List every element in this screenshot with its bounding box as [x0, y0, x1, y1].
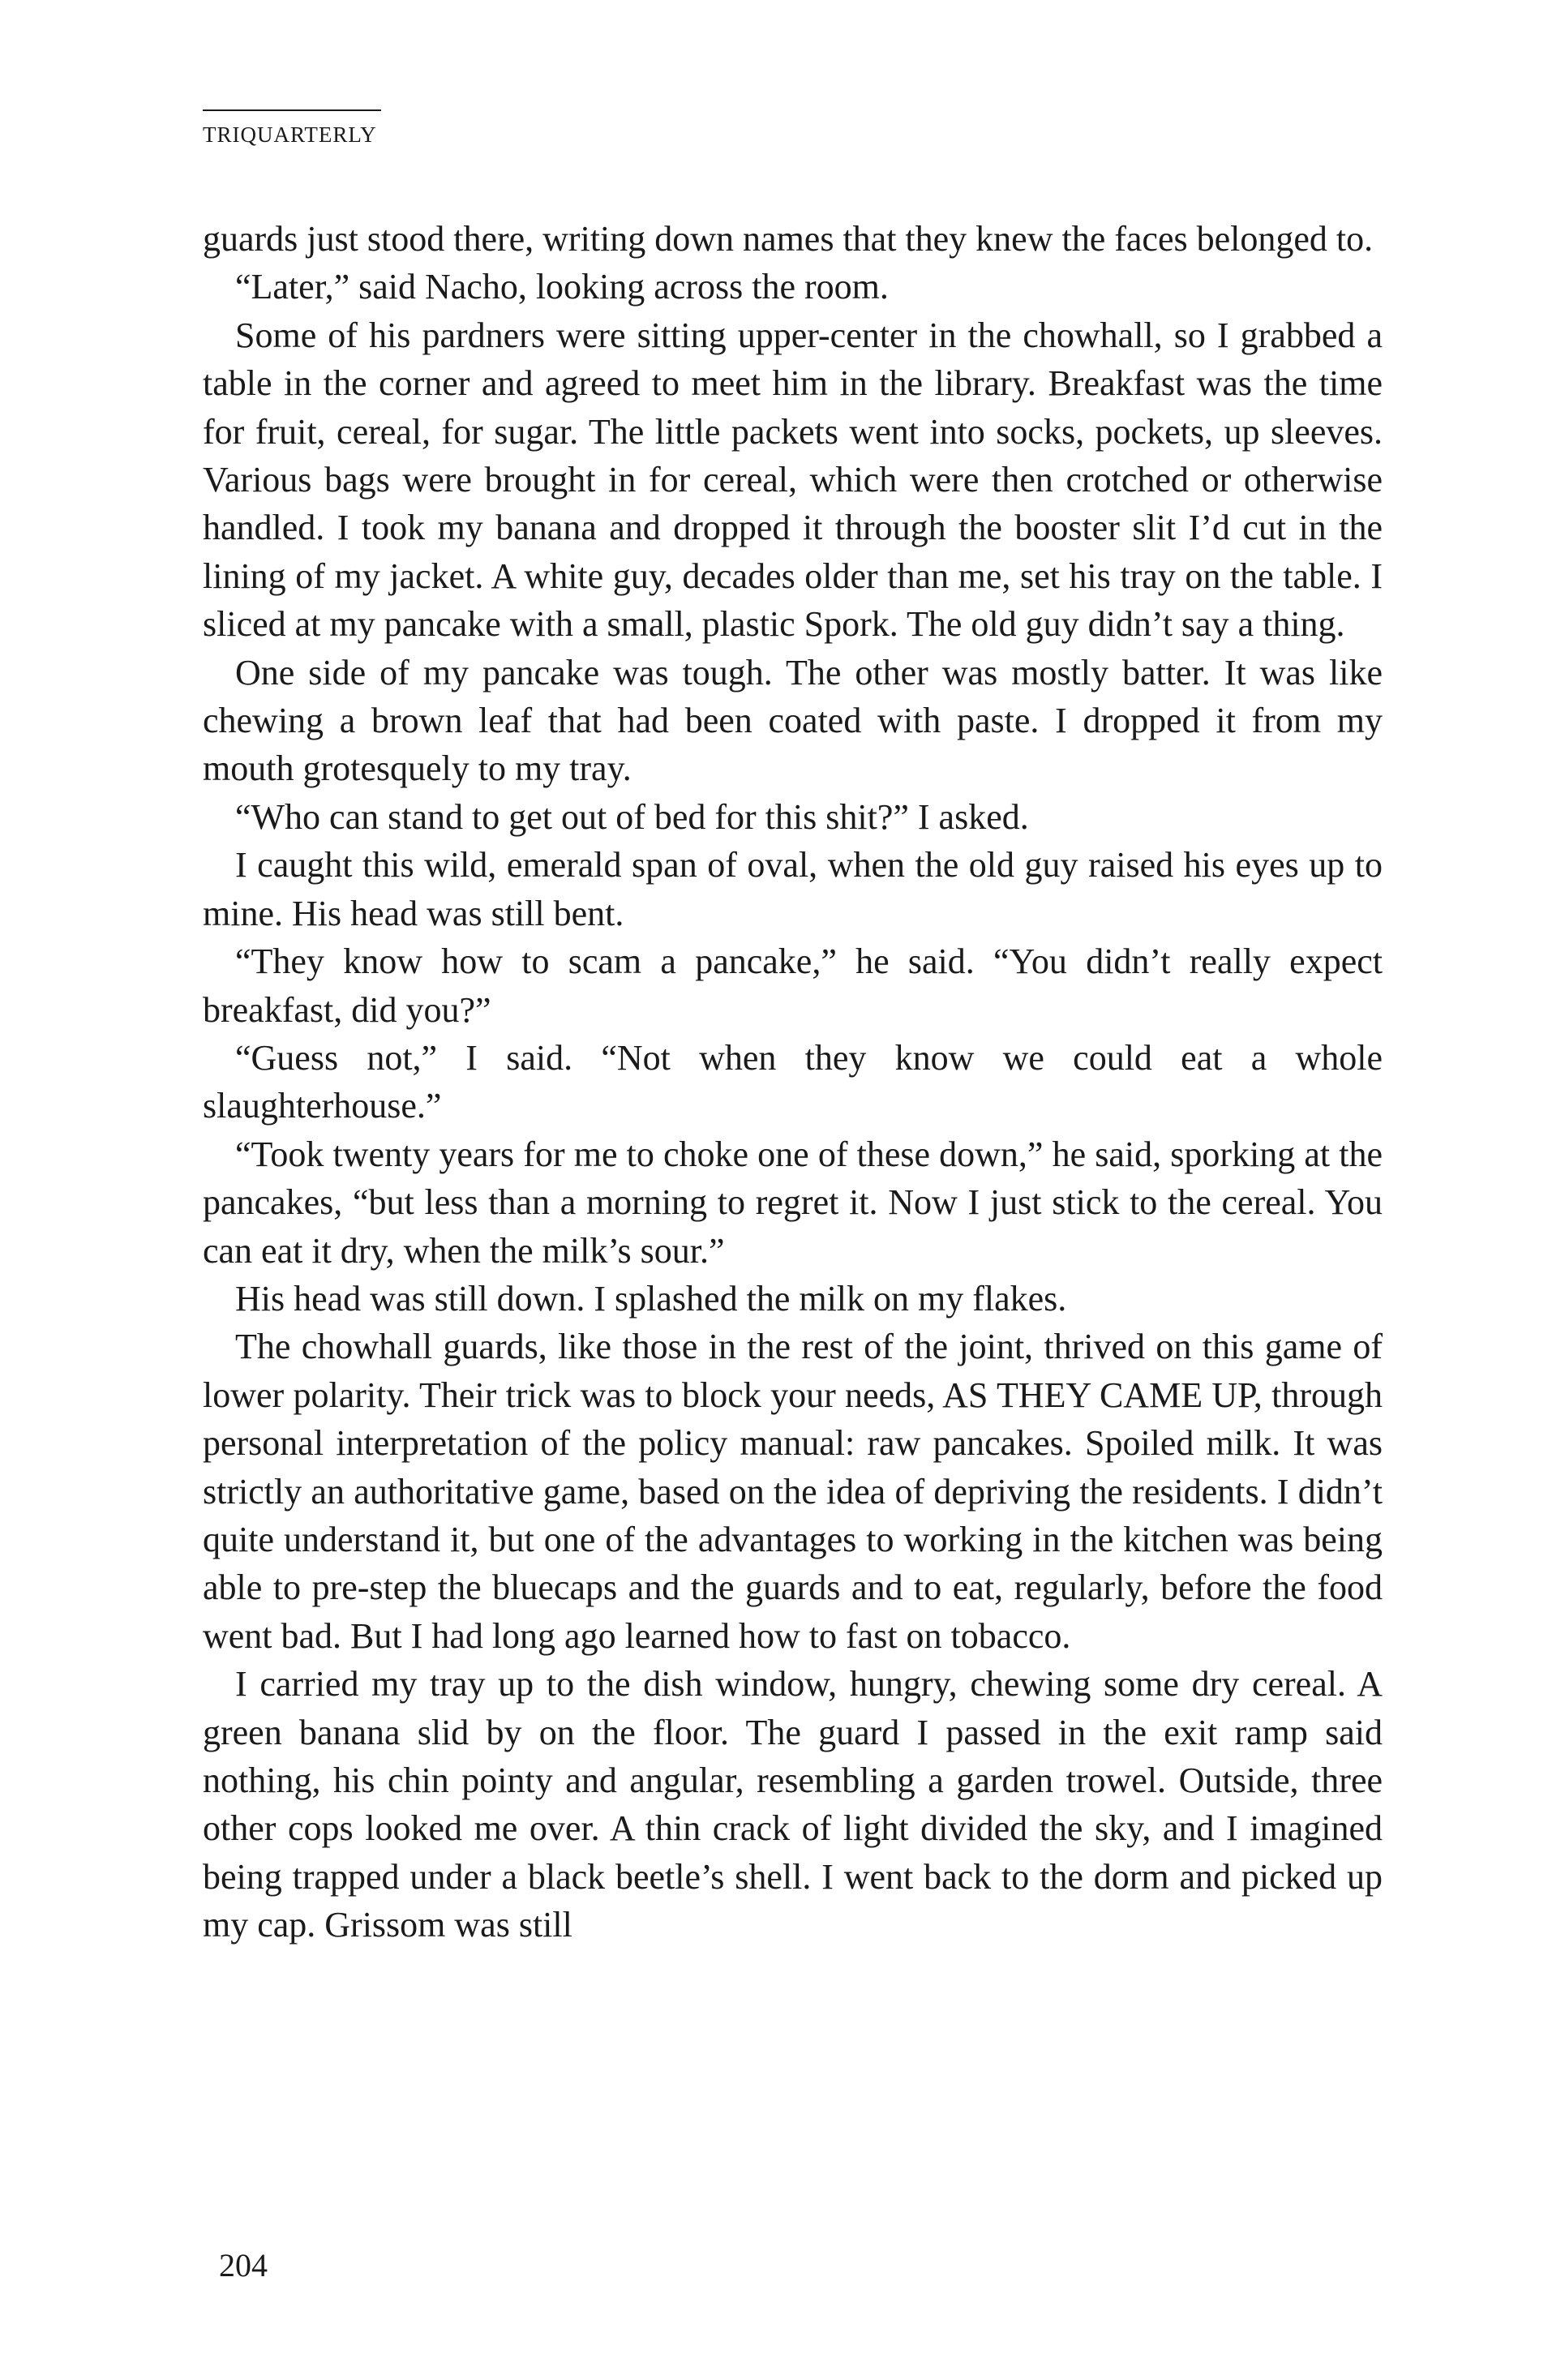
paragraph: “Guess not,” I said. “Not when they know we could eat a whole slaughterhouse.” [203, 1037, 1383, 1126]
paragraph: guards just stood there, writing down names that they knew the faces belonged to. [203, 219, 1374, 259]
paragraph: The chowhall guards, like those in the rest of the joint, thrived on this game of lower polarity. Their trick was to block your needs, AS THEY CAME UP, through personal interpretation of the policy manual: raw pancakes. Spoiled milk. It was strictly an authoritative game, based on the idea of depriving the residents. I didn’t quite understand it, but one of the advantages to working in the kitchen was being able to pre-step the bluecaps and the guards and to eat, regularly, before the food went bad. But I had long ago learned how to fast on tobacco. [203, 1327, 1383, 1656]
page-number: 204 [219, 2247, 268, 2284]
paragraph: One side of my pancake was tough. The other was mostly batter. It was like chewing a brown leaf that had been coated with paste. I dropped it from my mouth grotesquely to my tray. [203, 652, 1383, 789]
paragraph: “They know how to scam a pancake,” he said. “You didn’t really expect breakfast, did you?” [203, 941, 1383, 1030]
paragraph: “Who can stand to get out of bed for this shit?” I asked. [235, 796, 1029, 837]
paragraph: “Later,” said Nacho, looking across the room. [235, 267, 889, 307]
paragraph: I caught this wild, emerald span of oval, when the old guy raised his eyes up to mine. His head was still bent. [203, 845, 1383, 933]
paragraph: His head was still down. I splashed the milk on my flakes. [235, 1278, 1067, 1319]
paragraph: I carried my tray up to the dish window, hungry, chewing some dry cereal. A green banana slid by on the floor. The guard I passed in the exit ramp said nothing, his chin pointy and angular, resembling a garden trowel. Outside, three other cops looked me over. A thin crack of light divided the sky, and I imagined being trapped under a black beetle’s shell. I went back to the dorm and picked up my cap. Grissom was still [203, 1664, 1383, 1945]
body-text [203, 215, 1383, 1949]
paragraph: Some of his pardners were sitting upper-center in the chowhall, so I grabbed a table in the corner and agreed to meet him in the library. Breakfast was the time for fruit, cereal, for sugar. The little packets went into socks, pockets, up sleeves. Various bags were brought in for cereal, which were then crotched or otherwise handled. I took my banana and dropped it through the booster slit I’d cut in the lining of my jacket. A white guy, decades older than me, set his tray on the table. I sliced at my pancake with a small, plastic Spork. The old guy didn’t say a thing. [203, 315, 1383, 645]
running-head: TRIQUARTERLY [203, 109, 381, 151]
paragraph: “Took twenty years for me to choke one of these down,” he said, sporking at the pancakes, “but less than a morning to regret it. Now I just stick to the cereal. You can eat it dry, when the milk’s sour.” [203, 1134, 1383, 1271]
